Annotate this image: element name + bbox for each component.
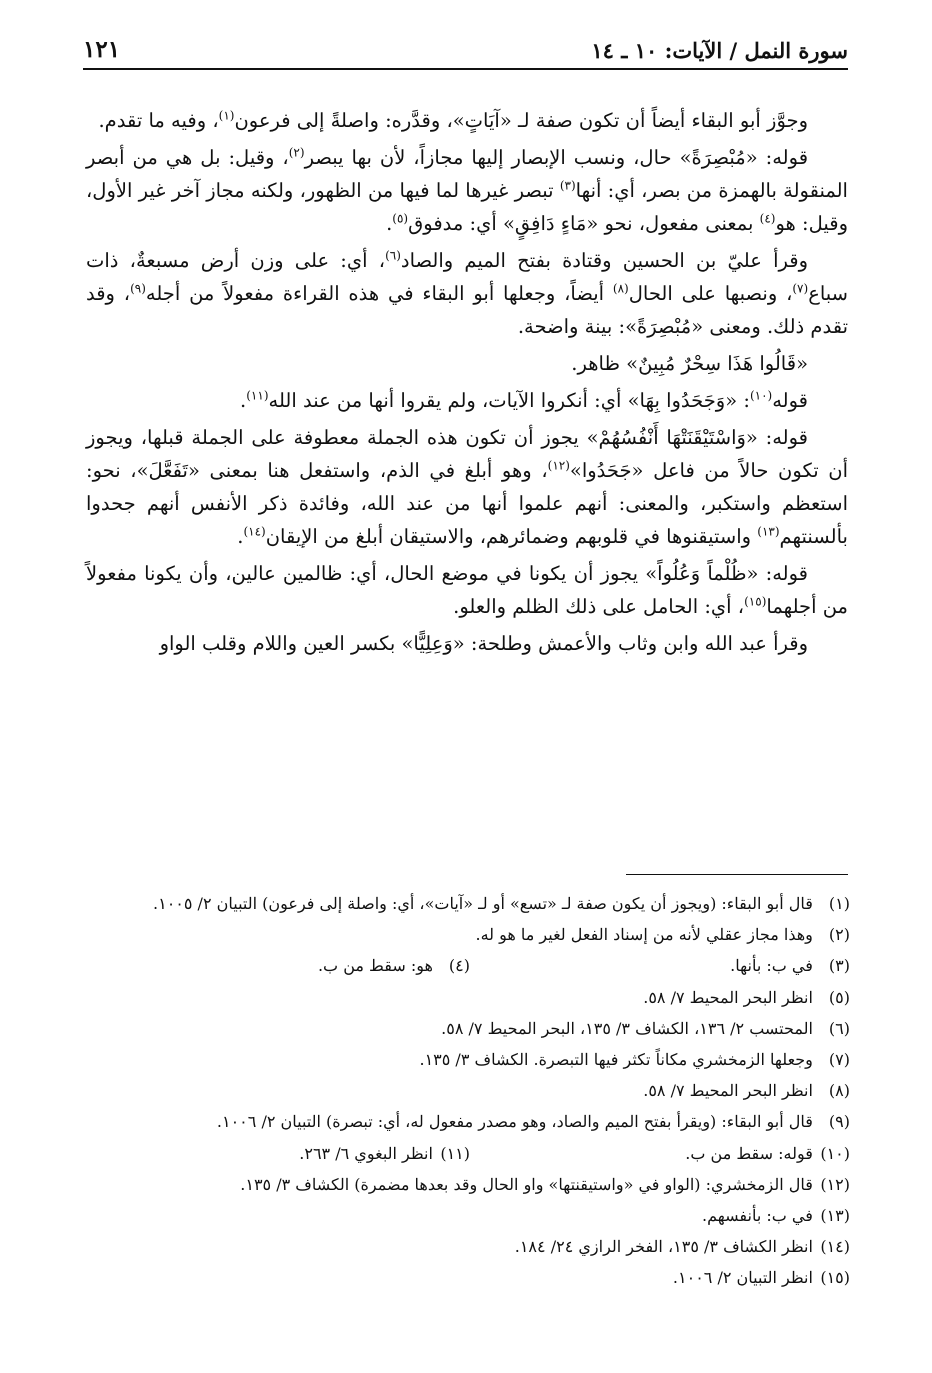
footnote-ref: (١٣) [757,524,780,539]
footnote-13 [86,1200,850,1231]
footnote-number: (١٣) [820,1206,850,1226]
footnote-text: في ب: بأنفسهم. [702,1206,813,1226]
footnote-text: وجعلها الزمخشري مكاناً تكثر فيها التبصرة. الكشاف ٣/ ١٣٥. [419,1050,813,1070]
paragraph-1: وجوَّز أبو البقاء أيضاً أن تكون صفة لـ «آيَاتٍ»، وقدَّره: واصلةً إلى فرعون$^{(١)}$، وفيه ما تقدم. [98,108,808,132]
header-rule [83,68,848,70]
footnote-11 [90,1138,470,1169]
footnote-number: (١٤) [820,1237,850,1257]
footnote-text: انظر الكشاف ٣/ ١٣٥، الفخر الرازي ٢٤/ ١٨٤. [514,1237,813,1257]
footnote-15 [86,1262,850,1293]
footnote-6 [86,1013,850,1044]
footnote-ref: (٤) [759,211,776,226]
footnote-number: (٤) [448,956,470,976]
footnote-text: انظر البحر المحيط ٧/ ٥٨. [643,987,813,1007]
footnote-8 [86,1075,850,1106]
footnote-number: (٨) [828,1081,850,1101]
footnote-2 [86,919,850,950]
footnote-number: (١٥) [820,1268,850,1288]
footnote-number: (١٠) [820,1143,850,1163]
footnotes [86,888,850,1294]
footnote-12 [86,1169,850,1200]
footnote-9 [86,1106,850,1137]
footnote-ref: (١٢) [547,458,570,473]
footnote-separator [626,874,848,875]
footnote-number: (١) [828,894,850,913]
paragraph-2: قوله: «مُبْصِرَةً» حال، ونسب الإبصار إليها مجازاً، لأن بها يبصر$^{(٢)}$، وقيل: بل هي من أبصر المنقولة بالهمزة من بصر، أي: أنها$^{(٣)}$ تبصر غيرها لما فيها من الظهور، ولكنه مجاز آخر غير الأول، وقيل: هو$^{(٤)}$ بمعنى مفعول، نحو «مَاءٍ دَافِقٍ» أي: مدفوق$^{(٥)}$. [86,145,848,235]
footnote-number: (٥) [828,987,850,1007]
footnote-3 [470,950,850,981]
paragraph-8: وقرأ عبد الله وابن وثاب والأعمش وطلحة: «وَعِلِيًّا» بكسر العين واللام وقلب الواو [159,632,808,655]
footnote-ref: (١) [218,108,235,123]
footnote-row-10-11 [86,1138,850,1169]
footnote-ref: (١٠) [749,388,773,403]
footnote-ref: (١١) [246,388,269,403]
footnote-ref: (٦) [385,248,401,263]
footnote-ref: (٩) [130,281,146,296]
footnote-number: (١١) [440,1143,470,1163]
footnote-7 [86,1044,850,1075]
footnote-text: قال أبو البقاء: (ويجوز أن يكون صفة لـ «تسع» أو لـ «آيات»، أي: واصلة إلى فرعون) التبيان ٢/ ١٠٠٥. [153,894,813,913]
footnote-number: (٣) [828,956,850,976]
footnote-text: وهذا مجاز عقلي لأنه من إسناد الفعل لغير ما هو له. [475,925,813,945]
footnote-number: (٧) [828,1050,850,1070]
paragraph-5: قوله$^{(١٠)}$: «وَجَحَدُوا بِهَا» أي: أنكروا الآيات، ولم يقروا أنها من عند الله$^{(١١)}$. [240,388,808,412]
footnote-number: (٩) [828,1112,850,1132]
page-number: ١٢١ [83,36,121,63]
paragraph-4: «قَالُوا هَذَا سِحْرٌ مُبِينٌ» ظاهر. [571,352,808,375]
running-title: سورة النمل / الآيات: ١٠ ـ ١٤ [591,38,848,63]
footnote-14 [86,1231,850,1262]
paragraph-7: قوله: «ظُلْماً وَعُلُواً» يجوز أن يكونا في موضع الحال، أي: ظالمين عالين، وأن يكونا مفعولاً من أجلهما$^{(١٥)}$، أي: الحامل على ذلك الظلم والعلو. [86,562,848,618]
footnote-text: قال أبو البقاء: (ويقرأ بفتح الميم والصاد، وهو مصدر مفعول له، أي: تبصرة) التبيان ٢/ ١٠٠٦. [216,1112,813,1132]
footnote-text: المحتسب ٢/ ١٣٦، الكشاف ٣/ ١٣٥، البحر المحيط ٧/ ٥٨. [441,1018,813,1038]
paragraph-6: قوله: «وَاسْتَيْقَنَتْهَا أَنْفُسُهُمْ» يجوز أن تكون هذه الجملة معطوفة على الجملة قبلها، ويجوز أن تكون حالاً من فاعل «جَحَدُوا»$^{(١٢)}$، وهو أبلغ في الذم، واستفعل هنا بمعنى «تَفَعَّلَ»، نحو: استعظم واستكبر، والمعنى: أنهم علموا أنها من عند الله، وفائدة ذكر الأنفس أنهم جحدوا بألسنتهم$^{(١٣)}$ واستيقنوها في قلوبهم وضمائرهم، والاستيقان أبلغ من الإيقان$^{(١٤)}$. [86,426,848,548]
footnote-text: انظر البغوي ٦/ ٢٦٣. [299,1143,433,1163]
footnote-text: قوله: سقط من ب. [685,1143,813,1163]
main-text [86,104,848,664]
footnote-ref: (١٥) [744,594,767,609]
footnote-text: انظر التبيان ٢/ ١٠٠٦. [672,1268,813,1288]
page-header [83,38,848,72]
footnote-ref: (١٤) [243,524,266,539]
paragraph-3: وقرأ عليّ بن الحسين وقتادة بفتح الميم والصاد$^{(٦)}$، أي: على وزن أرض مسبعةٌ، ذات سباع$^{(٧)}$، ونصبها على الحال$^{(٨)}$ أيضاً، وجعلها أبو البقاء في هذه القراءة مفعولاً من أجله$^{(٩)}$، وقد تقدم ذلك. ومعنى «مُبْصِرَةً»: بينة واضحة. [86,248,848,338]
footnote-5 [86,982,850,1013]
footnote-row-3-4 [86,950,850,981]
footnote-ref: (٣) [559,178,576,193]
footnote-number: (١٢) [820,1174,850,1194]
footnote-10 [470,1138,850,1169]
footnote-number: (٦) [828,1018,850,1038]
footnote-ref: (٢) [288,145,305,160]
footnote-number: (٢) [828,925,850,945]
footnote-text: انظر البحر المحيط ٧/ ٥٨. [643,1081,813,1101]
footnote-ref: (٨) [612,281,629,296]
footnote-4 [90,950,470,981]
footnote-ref: (٧) [792,281,809,296]
footnote-1 [86,888,850,919]
footnote-ref: (٥) [392,211,409,226]
footnote-text: هو: سقط من ب. [317,956,433,976]
footnote-text: قال الزمخشري: (الواو في «واستيقنتها» واو الحال وقد بعدها مضمرة) الكشاف ٣/ ١٣٥. [240,1174,813,1194]
footnote-text: في ب: بأنها. [730,956,813,976]
